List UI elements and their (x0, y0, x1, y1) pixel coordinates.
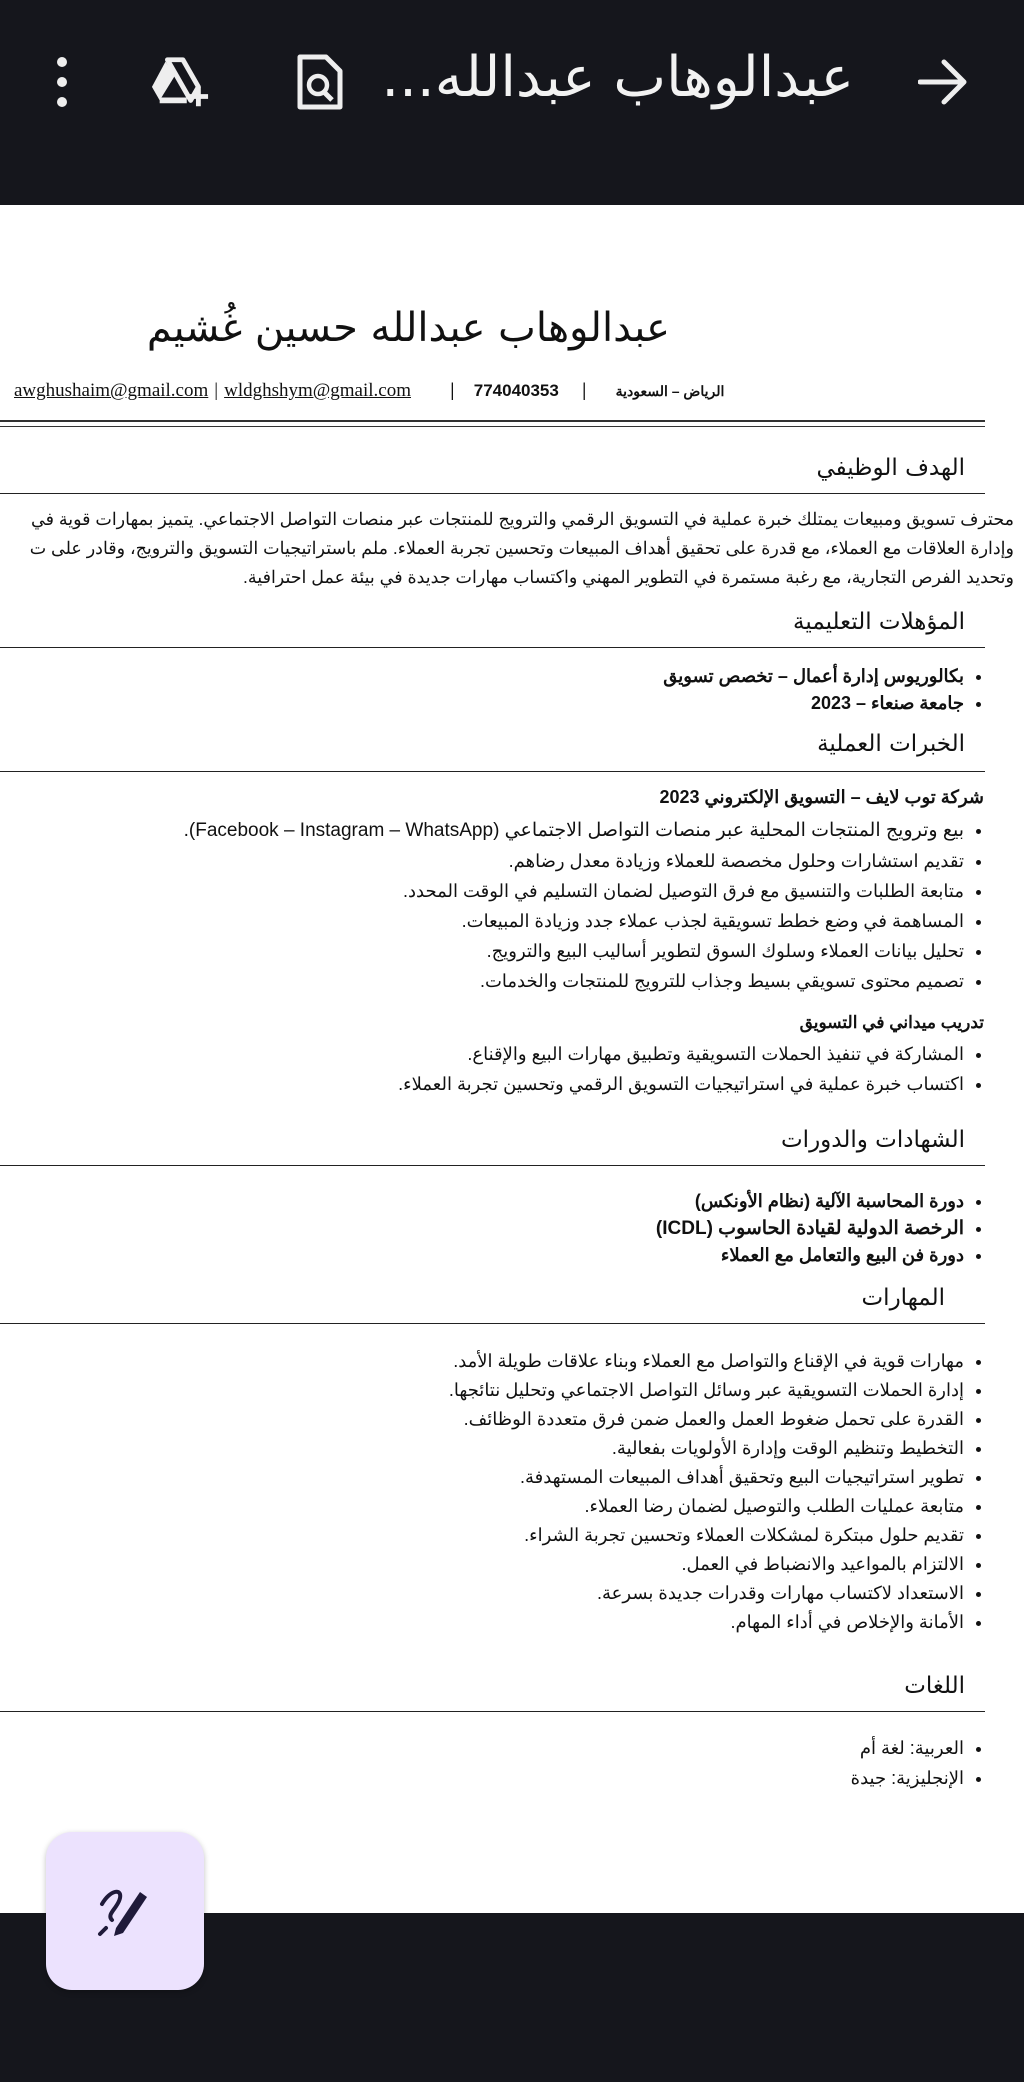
list-item: • تقديم استشارات وحلول مخصصة للعملاء وزيادة معدل رضاهم. (184, 846, 964, 876)
list-item: • إدارة الحملات التسويقية عبر وسائل التواصل الاجتماعي وتحليل نتائجها. (449, 1376, 964, 1405)
list-item: • الاستعداد لاكتساب مهارات وقدرات جديدة بسرعة. (449, 1579, 964, 1608)
list-item: • العربية: لغة أم (851, 1733, 964, 1763)
job2-duties-list (398, 1039, 986, 1099)
list-item: • دورة فن البيع والتعامل مع العملاء (656, 1242, 964, 1269)
list-item: • التخطيط وتنظيم الوقت وإدارة الأولويات بفعالية. (449, 1434, 964, 1463)
phone-number: 774040353 (473, 381, 559, 400)
arrow-forward-icon[interactable] (914, 52, 974, 112)
list-item: • دورة المحاسبة الآلية (نظام الأونكس) (656, 1188, 964, 1215)
list-item: • متابعة الطلبات والتنسيق مع فرق التوصيل لضمان التسليم في الوقت المحدد. (184, 876, 964, 906)
separator: | (450, 380, 455, 401)
skills-list (449, 1347, 986, 1637)
list-item: • المساهمة في وضع خطط تسويقية لجذب عملاء جدد وزيادة المبيعات. (184, 906, 964, 936)
edit-pen-icon (96, 1880, 154, 1943)
resume-name: عبدالوهاب عبدالله حسين غُشيم (146, 305, 670, 351)
document-title: عبدالوهاب عبدالله... (381, 45, 854, 110)
list-item: • الالتزام بالمواعيد والانضباط في العمل. (449, 1550, 964, 1579)
separator: | (214, 380, 219, 401)
section-heading-education: المؤهلات التعليمية (0, 609, 985, 648)
job1-duties-list (184, 816, 986, 996)
separator: | (582, 380, 587, 401)
languages-list (851, 1733, 986, 1793)
list-item: • المشاركة في تنفيذ الحملات التسويقية وتطبيق مهارات البيع والإقناع. (398, 1039, 964, 1069)
list-item: • الأمانة والإخلاص في أداء المهام. (449, 1608, 964, 1637)
list-item: • الرخصة الدولية لقيادة الحاسوب (ICDL) (656, 1215, 964, 1242)
more-vert-icon[interactable] (32, 52, 92, 112)
top-app-bar (0, 0, 1024, 205)
list-item: • الإنجليزية: جيدة (851, 1763, 964, 1793)
list-item: • تصميم محتوى تسويقي بسيط وجذاب للترويج للمنتجات والخدمات. (184, 966, 964, 996)
list-item: • متابعة عمليات الطلب والتوصيل لضمان رضا العملاء. (449, 1492, 964, 1521)
list-item: • القدرة على تحمل ضغوط العمل والعمل ضمن فرق متعددة الوظائف. (449, 1405, 964, 1434)
contact-line (14, 380, 724, 402)
list-item: • تقديم حلول مبتكرة لمشكلات العملاء وتحسين تجربة الشراء. (449, 1521, 964, 1550)
document-page (0, 205, 1024, 1913)
section-heading-languages: اللغات (0, 1673, 985, 1712)
email-link-1[interactable]: awghushaim@gmail.com (14, 380, 209, 401)
section-heading-certificates: الشهادات والدورات (0, 1127, 985, 1166)
email-link-2[interactable]: wldghshym@gmail.com (224, 380, 411, 401)
list-item: • جامعة صنعاء – 2023 (663, 690, 964, 717)
list-item: • مهارات قوية في الإقناع والتواصل مع العملاء وبناء علاقات طويلة الأمد. (449, 1347, 964, 1376)
header-rule (0, 420, 985, 427)
list-item: • تطوير استراتيجيات البيع وتحقيق أهداف المبيعات المستهدفة. (449, 1463, 964, 1492)
section-heading-objective: الهدف الوظيفي (0, 455, 985, 494)
list-item: • اكتساب خبرة عملية في استراتيجيات التسويق الرقمي وتحسين تجربة العملاء. (398, 1069, 964, 1099)
section-heading-skills: المهارات (0, 1285, 985, 1324)
edit-fab-button[interactable] (46, 1832, 204, 1990)
certificates-list (656, 1188, 986, 1269)
education-list (663, 663, 986, 717)
job-title-2: تدريب ميداني في التسويق (799, 1013, 984, 1032)
list-item: • بكالوريوس إدارة أعمال – تخصص تسويق (663, 663, 964, 690)
job-title-1: شركة توب لايف – التسويق الإلكتروني 2023 (659, 787, 984, 807)
doc-search-icon[interactable] (290, 52, 350, 112)
drive-add-icon[interactable] (150, 52, 210, 112)
location: الرياض – السعودية (615, 383, 725, 399)
list-item: • بيع وترويج المنتجات المحلية عبر منصات التواصل الاجتماعي (Facebook – Instagram – WhatsApp). (184, 816, 964, 846)
section-heading-experience: الخبرات العملية (0, 731, 985, 772)
list-item: • تحليل بيانات العملاء وسلوك السوق لتطوير أساليب البيع والترويج. (184, 936, 964, 966)
objective-paragraph: محترف تسويق ومبيعات يمتلك خبرة عملية في التسويق الرقمي والترويج للمنتجات عبر منصات التواصل الاجتماعي. يتميز بمهارات قوية في وإدارة العلاقات مع العملاء، مع قدرة على تحقيق أهداف المبيعات وتحسين تجربة العملاء. ملم باستراتيجيات التسويق والترويج، وقادر على ت وتحديد الفرص التجارية، مع رغبة مستمرة في التطوير المهني واكتساب مهارات جديدة في بيئة عمل احترافية. (29, 509, 1014, 587)
